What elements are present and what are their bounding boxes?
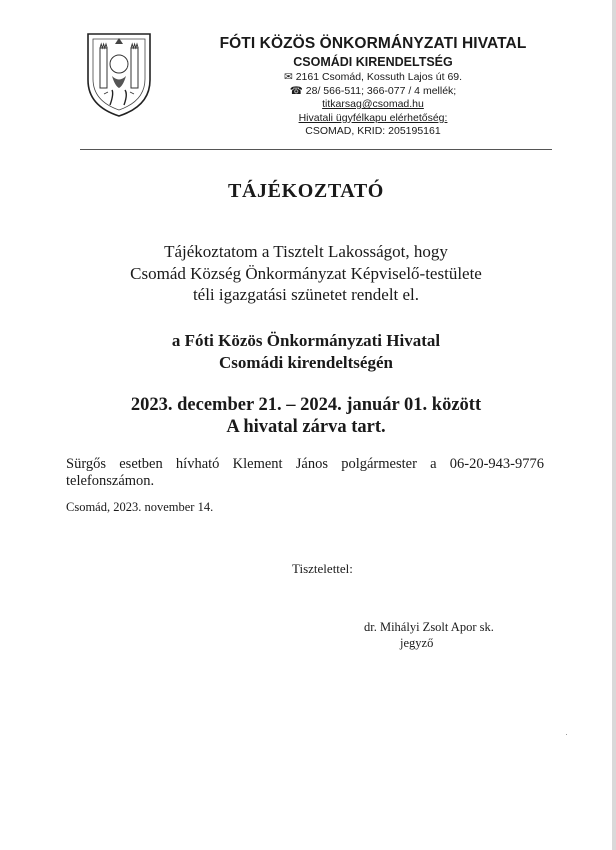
closed-notice: A hivatal zárva tart.: [226, 417, 386, 437]
branch-name: CSOMÁDI KIRENDELTSÉG: [293, 55, 453, 69]
phone-line: ☎ 28/ 566-511; 366-077 / 4 mellék;: [289, 84, 457, 97]
signatory-title: jegyző: [400, 636, 434, 650]
coat-of-arms-icon: [84, 28, 154, 120]
portal-label: Hivatali ügyfélkapu elérhetőség:: [298, 111, 448, 124]
closing-regards: Tisztelettel:: [292, 561, 353, 576]
email-link[interactable]: titkarsag@csomad.hu: [322, 98, 424, 110]
telephone-icon: ☎: [289, 84, 303, 97]
krid-line: CSOMAD, KRID: 205195161: [305, 125, 441, 137]
place-and-date: Csomád, 2023. november 14.: [66, 500, 214, 514]
intro-line: téli igazgatási szünetet rendelt el.: [192, 285, 420, 304]
scan-speck: [566, 734, 567, 735]
page-edge: [612, 0, 616, 850]
organization-name: FÓTI KÖZÖS ÖNKORMÁNYZATI HIVATAL: [219, 35, 527, 52]
address-line: ✉ 2161 Csomád, Kossuth Lajos út 69.: [283, 71, 463, 83]
intro-paragraph: [0, 241, 612, 306]
intro-line: Csomád Község Önkormányzat Képviselő-testülete: [130, 263, 482, 283]
office-block: [0, 330, 612, 374]
closure-block: [0, 394, 612, 438]
urgent-contact-notice: Sürgős esetben hívható Klement János polgármester a 06-20-943-9776 telefonszámon.: [66, 456, 544, 489]
header-divider: [80, 149, 552, 150]
letterhead: [190, 34, 556, 139]
office-line: a Fóti Közös Önkormányzati Hivatal: [171, 331, 441, 350]
document-title: TÁJÉKOZTATÓ: [228, 180, 384, 202]
office-line: Csomádi kirendeltségén: [219, 353, 393, 372]
envelope-icon: ✉: [283, 71, 293, 83]
date-range: 2023. december 21. – 2024. január 01. között: [130, 395, 482, 415]
signatory-name: dr. Mihályi Zsolt Apor sk.: [364, 620, 494, 634]
intro-line: Tájékoztatom a Tisztelt Lakosságot, hogy: [164, 242, 448, 261]
